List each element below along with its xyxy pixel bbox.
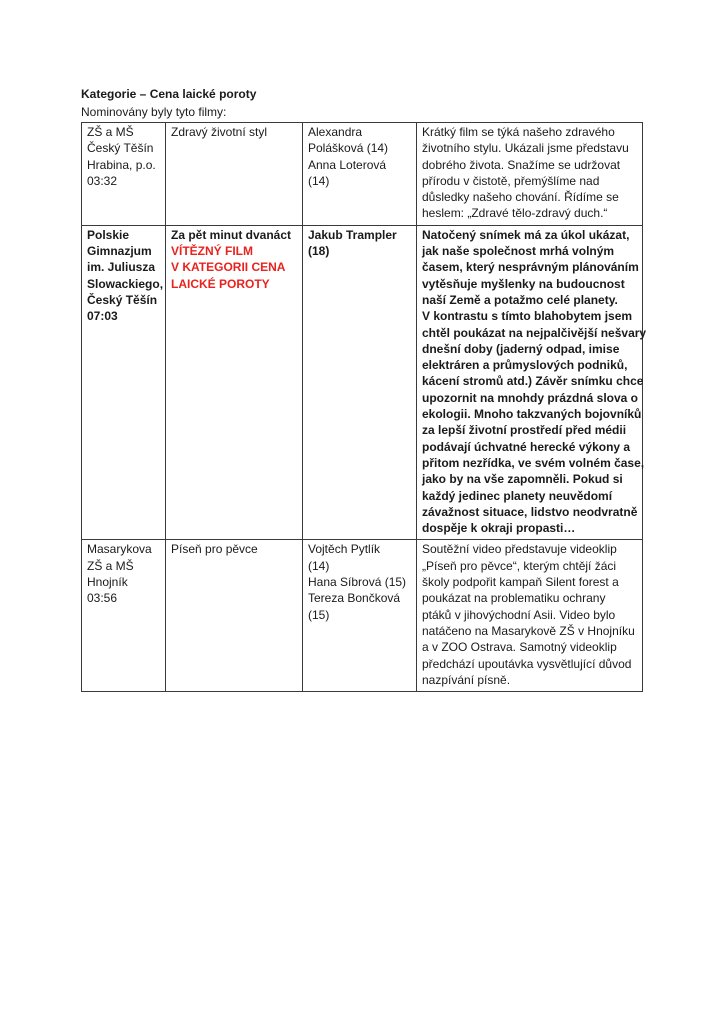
- school-cell: [82, 540, 166, 692]
- description-line: chtěl poukázat na nejpalčivější nešvary: [422, 325, 647, 340]
- description-line: školy podpořit kampaň Silent forest a: [422, 575, 619, 590]
- school-line: Slowackiego,: [87, 276, 164, 291]
- school-line: 03:32: [87, 173, 118, 188]
- description-line: kácení stromů atd.) Závěr snímku chce: [422, 374, 644, 389]
- authors-line: (14): [308, 558, 330, 573]
- school-line: Český Těšín: [87, 141, 154, 156]
- school-cell: [82, 123, 166, 226]
- film-title-cell: [166, 540, 303, 692]
- school-line: im. Juliusza: [87, 260, 156, 275]
- description-line: heslem: „Zdravé tělo-zdravý duch.“: [422, 206, 608, 221]
- description-cell: [417, 123, 643, 226]
- school-line: Český Těšín: [87, 292, 158, 307]
- film-title-line: Zdravý životní styl: [171, 125, 268, 139]
- description-line: jako by na vše zapomněli. Pokud si: [422, 472, 623, 487]
- description-cell: [417, 540, 643, 692]
- description-line: Soutěžní video představuje videoklip: [422, 542, 617, 557]
- description-line: podávají úchvatné herecké výkony a: [422, 439, 631, 454]
- authors-line: Polášková (14): [308, 141, 389, 156]
- winner-award-label: V KATEGORII CENA: [171, 260, 286, 275]
- authors-line: Tereza Bončková: [308, 591, 401, 606]
- film-title-cell: [166, 225, 303, 540]
- authors-line: Vojtěch Pytlík: [308, 542, 381, 557]
- document-page: [81, 86, 647, 692]
- description-line: a v ZOO Ostrava. Samotný videoklip: [422, 640, 617, 655]
- description-line: dobrého života. Snažíme se udržovat: [422, 157, 621, 172]
- film-title-cell: [166, 123, 303, 226]
- winner-award-label: VÍTĚZNÝ FILM: [171, 244, 253, 259]
- authors-line: Jakub Trampler: [308, 227, 397, 242]
- description-line: „Píseň pro pěvce“, kterým chtějí žáci: [422, 558, 617, 573]
- films-table-body: [82, 123, 647, 692]
- school-line: Masarykova: [87, 542, 152, 557]
- description-line: V kontrastu s tímto blahobytem jsem: [422, 309, 633, 324]
- school-line: 03:56: [87, 591, 118, 606]
- description-line: nazpívání písně.: [422, 672, 511, 687]
- description-line: elektráren a průmyslových podniků,: [422, 358, 628, 373]
- description-line: každý jedinec planety neuvědomí: [422, 488, 613, 503]
- authors-cell: [303, 540, 417, 692]
- authors-cell: [303, 123, 417, 226]
- school-line: Gimnazjum: [87, 244, 152, 259]
- description-line: ekologii. Mnoho takzvaných bojovníků: [422, 407, 642, 422]
- nominations-intro: Nominovány byly tyto filmy:: [81, 105, 227, 119]
- authors-line: (18): [308, 244, 330, 259]
- category-heading: Kategorie – Cena laické poroty: [81, 87, 257, 101]
- description-line: důsledky našeho chování. Řídíme se: [422, 190, 619, 205]
- description-cell: [417, 225, 647, 540]
- description-line: dnešní doby (jaderný odpad, imise: [422, 341, 620, 356]
- description-line: naší Země a potažmo celé planety.: [422, 292, 618, 307]
- description-line: předchází upoutávka vysvětlující důvod: [422, 656, 632, 671]
- table-row: [82, 540, 643, 692]
- school-line: Hrabina, p.o.: [87, 157, 156, 172]
- authors-line: (14): [308, 173, 330, 188]
- description-line: ptáků v jihovýchodní Asii. Video bylo: [422, 607, 616, 622]
- description-line: závažnost situace, lidstvo neodvratně: [422, 504, 638, 519]
- authors-line: Anna Loterová: [308, 157, 387, 172]
- winner-award-label: LAICKÉ POROTY: [171, 276, 270, 291]
- description-line: přírodu v čistotě, přemýšlíme nad: [422, 173, 600, 188]
- description-line: životního stylu. Ukázali jsme představu: [422, 141, 629, 156]
- authors-line: Hana Síbrová (15): [308, 575, 407, 590]
- authors-line: (15): [308, 607, 330, 622]
- description-line: jak naše společnost mrhá volným: [422, 244, 615, 259]
- description-line: vytěsňuje myšlenky na budoucnost: [422, 276, 625, 291]
- school-line: Hnojník: [87, 575, 128, 590]
- nominated-films-table: [81, 122, 647, 692]
- description-line: upozornit na mnohdy prázdná slova o: [422, 390, 639, 405]
- description-line: poukázat na problematiku ochrany: [422, 591, 606, 606]
- description-line: přitom nezřídka, ve svém volném čase,: [422, 455, 645, 470]
- description-line: časem, který nesprávným plánováním: [422, 260, 639, 275]
- school-line: Polskie: [87, 227, 130, 242]
- school-cell: [82, 225, 166, 540]
- school-line: 07:03: [87, 309, 118, 324]
- school-line: ZŠ a MŠ: [87, 125, 134, 139]
- description-line: za lepší životní prostředí před médii: [422, 423, 627, 438]
- description-line: Krátký film se týká našeho zdravého: [422, 125, 615, 139]
- authors-cell: [303, 225, 417, 540]
- description-line: Natočený snímek má za úkol ukázat,: [422, 227, 630, 242]
- table-row: [82, 123, 643, 226]
- authors-line: Alexandra: [308, 125, 363, 139]
- description-line: dospěje k okraji propasti…: [422, 521, 576, 536]
- description-line: natáčeno na Masarykově ZŠ v Hnojníku: [422, 623, 635, 638]
- school-line: ZŠ a MŠ: [87, 558, 134, 573]
- film-title-line: Píseň pro pěvce: [171, 542, 258, 557]
- film-title-line: Za pět minut dvanáct: [171, 227, 292, 242]
- table-row: [82, 225, 643, 540]
